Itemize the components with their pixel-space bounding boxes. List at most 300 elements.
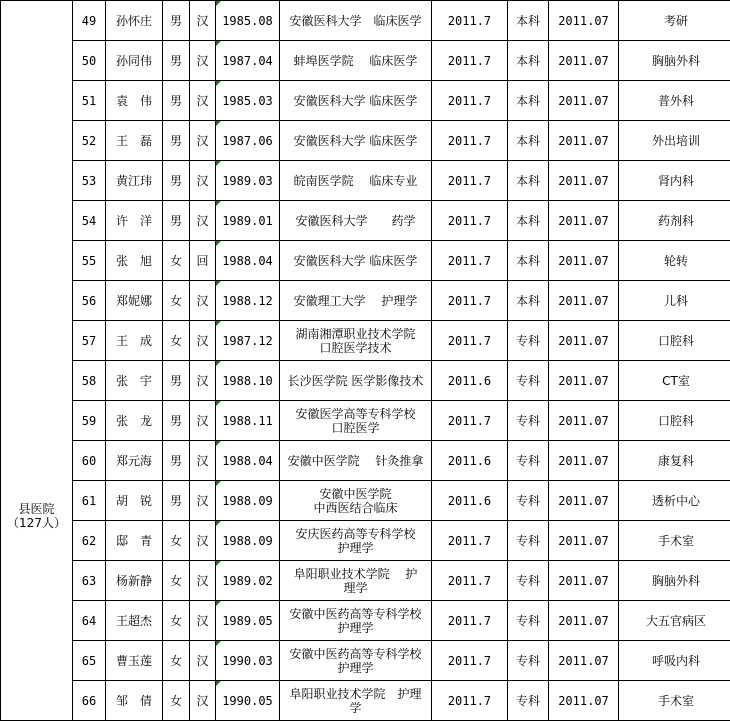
graduation-date: 2011.6: [448, 374, 491, 388]
row-number-cell: [73, 441, 106, 481]
graduation-date: 2011.7: [448, 334, 491, 348]
row-number: 54: [82, 214, 96, 228]
row-number: 65: [82, 654, 96, 668]
education-level: 本科: [516, 134, 540, 148]
education-level: 专科: [516, 374, 540, 388]
department-cell: [619, 201, 730, 241]
school-and-major: 安徽中医学院 针灸推拿: [288, 454, 424, 468]
gender: 男: [170, 414, 182, 428]
school-and-major: 安徽理工大学 护理学: [294, 294, 418, 308]
person-name-cell: [106, 481, 163, 521]
school-and-major: 安徽中医药高等专科学校 护理学: [289, 647, 421, 675]
ethnicity-cell: [190, 1, 216, 41]
gender: 女: [170, 534, 182, 548]
birth-date: 1989.05: [222, 614, 273, 628]
person-name: 曹玉莲: [116, 654, 152, 668]
row-number: 60: [82, 454, 96, 468]
start-work-date: 2011.07: [558, 654, 609, 668]
row-number-cell: [73, 321, 106, 361]
gender-cell: [163, 281, 190, 321]
gender: 女: [170, 334, 182, 348]
education-level: 专科: [516, 334, 540, 348]
row-number-cell: [73, 1, 106, 41]
row-number: 59: [82, 414, 96, 428]
row-number-cell: [73, 41, 106, 81]
department-cell: [619, 641, 730, 681]
birth-date: 1990.05: [222, 694, 273, 708]
ethnicity: 汉: [196, 94, 208, 108]
ethnicity-cell: [190, 41, 216, 81]
comment-marker-icon: [216, 201, 221, 206]
person-name: 胡 锐: [116, 494, 152, 508]
education-level-cell: [508, 281, 549, 321]
ethnicity-cell: [190, 441, 216, 481]
table-row: [1, 121, 730, 161]
table-row: [1, 401, 730, 441]
education-level-cell: [508, 361, 549, 401]
school-and-major: 安徽中医药高等专科学校 护理学: [289, 607, 421, 635]
education-level: 专科: [516, 654, 540, 668]
school-and-major-cell: [280, 641, 432, 681]
start-work-date: 2011.07: [558, 494, 609, 508]
ethnicity: 汉: [196, 294, 208, 308]
comment-marker-icon: [216, 281, 221, 286]
education-level-cell: [508, 1, 549, 41]
birth-date-cell: [216, 601, 280, 641]
ethnicity-cell: [190, 361, 216, 401]
school-and-major: 安徽中医学院 中西医结合临床: [313, 487, 397, 515]
graduation-date: 2011.7: [448, 414, 491, 428]
birth-date: 1989.01: [222, 214, 273, 228]
department: 肾内科: [658, 174, 694, 188]
school-and-major-cell: [280, 81, 432, 121]
ethnicity-cell: [190, 681, 216, 721]
table-row: [1, 81, 730, 121]
school-and-major: 安庆医药高等专科学校 护理学: [295, 527, 415, 555]
row-number-cell: [73, 521, 106, 561]
education-level-cell: [508, 521, 549, 561]
table-row: [1, 281, 730, 321]
department: 考研: [664, 14, 688, 28]
education-level-cell: [508, 41, 549, 81]
ethnicity: 回: [196, 254, 208, 268]
graduation-date-cell: [432, 401, 508, 441]
department: 外出培训: [652, 134, 700, 148]
ethnicity-cell: [190, 561, 216, 601]
department: 手术室: [658, 694, 694, 708]
department-cell: [619, 361, 730, 401]
gender: 女: [170, 574, 182, 588]
education-level-cell: [508, 481, 549, 521]
school-and-major-cell: [280, 1, 432, 41]
gender-cell: [163, 321, 190, 361]
department-cell: [619, 321, 730, 361]
gender: 男: [170, 374, 182, 388]
school-and-major: 安徽医学高等专科学校 口腔医学: [295, 407, 415, 435]
person-name: 邸 青: [116, 534, 152, 548]
ethnicity: 汉: [196, 14, 208, 28]
gender-cell: [163, 481, 190, 521]
comment-marker-icon: [216, 521, 221, 526]
education-level: 专科: [516, 414, 540, 428]
ethnicity-cell: [190, 241, 216, 281]
person-name: 郑妮娜: [116, 294, 152, 308]
start-work-date: 2011.07: [558, 214, 609, 228]
education-level: 本科: [516, 54, 540, 68]
person-name: 邹 倩: [116, 694, 152, 708]
department: 胸脑外科: [652, 54, 700, 68]
ethnicity-cell: [190, 481, 216, 521]
table-row: [1, 681, 730, 721]
person-name-cell: [106, 321, 163, 361]
comment-marker-icon: [216, 681, 221, 686]
education-level-cell: [508, 441, 549, 481]
gender-cell: [163, 401, 190, 441]
row-number-cell: [73, 121, 106, 161]
unit-name: 县医院: [1, 502, 72, 516]
department-cell: [619, 81, 730, 121]
comment-marker-icon: [216, 641, 221, 646]
education-level: 专科: [516, 694, 540, 708]
education-level: 专科: [516, 534, 540, 548]
start-work-date: 2011.07: [558, 14, 609, 28]
department-cell: [619, 1, 730, 41]
row-number: 52: [82, 134, 96, 148]
ethnicity: 汉: [196, 654, 208, 668]
graduation-date-cell: [432, 361, 508, 401]
graduation-date: 2011.7: [448, 654, 491, 668]
birth-date-cell: [216, 401, 280, 441]
row-number-cell: [73, 681, 106, 721]
start-work-date: 2011.07: [558, 614, 609, 628]
start-work-date: 2011.07: [558, 574, 609, 588]
graduation-date-cell: [432, 241, 508, 281]
gender: 男: [170, 174, 182, 188]
ethnicity: 汉: [196, 414, 208, 428]
education-level: 本科: [516, 174, 540, 188]
graduation-date-cell: [432, 681, 508, 721]
birth-date-cell: [216, 81, 280, 121]
start-work-date-cell: [549, 561, 619, 601]
birth-date-cell: [216, 521, 280, 561]
birth-date: 1985.08: [222, 14, 273, 28]
graduation-date: 2011.7: [448, 574, 491, 588]
school-and-major-cell: [280, 161, 432, 201]
gender: 男: [170, 494, 182, 508]
gender: 女: [170, 254, 182, 268]
comment-marker-icon: [216, 361, 221, 366]
row-number-cell: [73, 81, 106, 121]
start-work-date-cell: [549, 401, 619, 441]
birth-date-cell: [216, 561, 280, 601]
person-name: 王超杰: [116, 614, 152, 628]
start-work-date: 2011.07: [558, 174, 609, 188]
row-number-cell: [73, 401, 106, 441]
row-number-cell: [73, 601, 106, 641]
education-level-cell: [508, 641, 549, 681]
gender-cell: [163, 681, 190, 721]
school-and-major: 安徽医科大学 临床医学: [289, 14, 421, 28]
birth-date-cell: [216, 121, 280, 161]
row-number-cell: [73, 241, 106, 281]
gender-cell: [163, 361, 190, 401]
person-name: 王 磊: [116, 134, 152, 148]
birth-date: 1988.04: [222, 254, 273, 268]
person-name-cell: [106, 561, 163, 601]
comment-marker-icon: [216, 561, 221, 566]
person-name-cell: [106, 361, 163, 401]
table-row: [1, 1, 730, 41]
ethnicity: 汉: [196, 374, 208, 388]
birth-date: 1988.09: [222, 494, 273, 508]
row-number: 58: [82, 374, 96, 388]
person-name-cell: [106, 1, 163, 41]
table-row: [1, 201, 730, 241]
ethnicity-cell: [190, 401, 216, 441]
start-work-date-cell: [549, 81, 619, 121]
start-work-date: 2011.07: [558, 134, 609, 148]
gender-cell: [163, 41, 190, 81]
ethnicity-cell: [190, 201, 216, 241]
birth-date: 1988.12: [222, 294, 273, 308]
person-name-cell: [106, 121, 163, 161]
person-name: 黄江玮: [116, 174, 152, 188]
gender: 男: [170, 134, 182, 148]
gender-cell: [163, 561, 190, 601]
start-work-date-cell: [549, 41, 619, 81]
school-and-major-cell: [280, 201, 432, 241]
ethnicity: 汉: [196, 54, 208, 68]
school-and-major-cell: [280, 321, 432, 361]
department: CT室: [662, 374, 690, 388]
school-and-major: 安徽医科大学 临床医学: [294, 134, 418, 148]
comment-marker-icon: [216, 481, 221, 486]
school-and-major-cell: [280, 441, 432, 481]
department: 胸脑外科: [652, 574, 700, 588]
start-work-date: 2011.07: [558, 294, 609, 308]
person-name-cell: [106, 81, 163, 121]
person-name: 孙怀庄: [116, 14, 152, 28]
department-cell: [619, 481, 730, 521]
school-and-major: 阜阳职业技术学院 护理 学: [289, 687, 421, 715]
school-and-major-cell: [280, 121, 432, 161]
start-work-date-cell: [549, 601, 619, 641]
graduation-date: 2011.7: [448, 134, 491, 148]
start-work-date-cell: [549, 321, 619, 361]
graduation-date: 2011.7: [448, 694, 491, 708]
person-name-cell: [106, 641, 163, 681]
start-work-date-cell: [549, 161, 619, 201]
school-and-major: 阜阳职业技术学院 护 理学: [294, 567, 418, 595]
row-number: 64: [82, 614, 96, 628]
start-work-date: 2011.07: [558, 414, 609, 428]
table-row: [1, 481, 730, 521]
department-cell: [619, 401, 730, 441]
comment-marker-icon: [216, 1, 221, 6]
gender: 女: [170, 294, 182, 308]
start-work-date-cell: [549, 441, 619, 481]
gender: 女: [170, 614, 182, 628]
person-name-cell: [106, 401, 163, 441]
school-and-major-cell: [280, 521, 432, 561]
department: 手术室: [658, 534, 694, 548]
person-name-cell: [106, 201, 163, 241]
graduation-date-cell: [432, 41, 508, 81]
ethnicity-cell: [190, 521, 216, 561]
ethnicity-cell: [190, 321, 216, 361]
birth-date: 1985.03: [222, 94, 273, 108]
gender: 男: [170, 214, 182, 228]
department-cell: [619, 681, 730, 721]
school-and-major: 安徽医科大学 药学: [295, 214, 415, 228]
education-level: 本科: [516, 294, 540, 308]
person-name: 张 龙: [116, 414, 152, 428]
education-level-cell: [508, 161, 549, 201]
person-name: 袁 伟: [116, 94, 152, 108]
start-work-date-cell: [549, 641, 619, 681]
department: 轮转: [664, 254, 688, 268]
row-number: 49: [82, 14, 96, 28]
person-name-cell: [106, 601, 163, 641]
school-and-major-cell: [280, 41, 432, 81]
education-level-cell: [508, 321, 549, 361]
department-cell: [619, 521, 730, 561]
ethnicity: 汉: [196, 174, 208, 188]
graduation-date-cell: [432, 201, 508, 241]
graduation-date: 2011.7: [448, 214, 491, 228]
school-and-major-cell: [280, 481, 432, 521]
start-work-date: 2011.07: [558, 454, 609, 468]
person-name: 郑元海: [116, 454, 152, 468]
school-and-major-cell: [280, 401, 432, 441]
table-row: [1, 241, 730, 281]
ethnicity: 汉: [196, 534, 208, 548]
table-row: [1, 561, 730, 601]
birth-date: 1987.12: [222, 334, 273, 348]
ethnicity-cell: [190, 161, 216, 201]
education-level-cell: [508, 681, 549, 721]
row-number: 61: [82, 494, 96, 508]
comment-marker-icon: [216, 241, 221, 246]
school-and-major: 长沙医学院 医学影像技术: [288, 374, 424, 388]
start-work-date: 2011.07: [558, 534, 609, 548]
birth-date-cell: [216, 1, 280, 41]
row-number-cell: [73, 481, 106, 521]
gender: 男: [170, 14, 182, 28]
department: 透析中心: [652, 494, 700, 508]
person-name-cell: [106, 521, 163, 561]
gender-cell: [163, 521, 190, 561]
department: 大五官病区: [646, 614, 706, 628]
department: 呼吸内科: [652, 654, 700, 668]
row-number: 55: [82, 254, 96, 268]
start-work-date: 2011.07: [558, 374, 609, 388]
school-and-major-cell: [280, 561, 432, 601]
row-number: 51: [82, 94, 96, 108]
start-work-date-cell: [549, 241, 619, 281]
birth-date: 1987.06: [222, 134, 273, 148]
person-name-cell: [106, 161, 163, 201]
start-work-date-cell: [549, 361, 619, 401]
school-and-major: 蚌埠医学院 临床医学: [294, 54, 418, 68]
start-work-date: 2011.07: [558, 54, 609, 68]
gender-cell: [163, 121, 190, 161]
row-number: 62: [82, 534, 96, 548]
ethnicity: 汉: [196, 334, 208, 348]
department: 儿科: [664, 294, 688, 308]
education-level-cell: [508, 121, 549, 161]
table-row: [1, 321, 730, 361]
graduation-date-cell: [432, 81, 508, 121]
graduation-date-cell: [432, 1, 508, 41]
birth-date-cell: [216, 441, 280, 481]
birth-date: 1988.10: [222, 374, 273, 388]
table-row: [1, 441, 730, 481]
birth-date: 1989.03: [222, 174, 273, 188]
table-row: [1, 521, 730, 561]
start-work-date-cell: [549, 681, 619, 721]
birth-date-cell: [216, 281, 280, 321]
start-work-date: 2011.07: [558, 254, 609, 268]
gender-cell: [163, 641, 190, 681]
ethnicity: 汉: [196, 454, 208, 468]
department-cell: [619, 161, 730, 201]
birth-date: 1990.03: [222, 654, 273, 668]
graduation-date-cell: [432, 441, 508, 481]
comment-marker-icon: [216, 401, 221, 406]
department: 口腔科: [658, 334, 694, 348]
ethnicity: 汉: [196, 134, 208, 148]
school-and-major: 湖南湘潭职业技术学院 口腔医学技术: [295, 327, 415, 355]
birth-date-cell: [216, 481, 280, 521]
graduation-date-cell: [432, 161, 508, 201]
row-number-cell: [73, 361, 106, 401]
school-and-major-cell: [280, 281, 432, 321]
birth-date-cell: [216, 641, 280, 681]
department: 康复科: [658, 454, 694, 468]
birth-date-cell: [216, 201, 280, 241]
comment-marker-icon: [216, 41, 221, 46]
birth-date-cell: [216, 361, 280, 401]
row-number: 56: [82, 294, 96, 308]
department-cell: [619, 41, 730, 81]
gender-cell: [163, 81, 190, 121]
education-level: 本科: [516, 254, 540, 268]
graduation-date-cell: [432, 481, 508, 521]
unit-count: （127人）: [1, 516, 72, 530]
birth-date-cell: [216, 241, 280, 281]
ethnicity: 汉: [196, 574, 208, 588]
education-level: 本科: [516, 14, 540, 28]
birth-date: 1988.04: [222, 454, 273, 468]
person-name-cell: [106, 41, 163, 81]
start-work-date: 2011.07: [558, 694, 609, 708]
start-work-date: 2011.07: [558, 94, 609, 108]
birth-date-cell: [216, 161, 280, 201]
gender-cell: [163, 201, 190, 241]
education-level: 专科: [516, 454, 540, 468]
gender-cell: [163, 601, 190, 641]
row-number-cell: [73, 281, 106, 321]
comment-marker-icon: [216, 161, 221, 166]
person-name: 王 成: [116, 334, 152, 348]
school-and-major-cell: [280, 601, 432, 641]
gender: 男: [170, 54, 182, 68]
education-level: 专科: [516, 494, 540, 508]
ethnicity-cell: [190, 81, 216, 121]
comment-marker-icon: [216, 321, 221, 326]
start-work-date-cell: [549, 521, 619, 561]
